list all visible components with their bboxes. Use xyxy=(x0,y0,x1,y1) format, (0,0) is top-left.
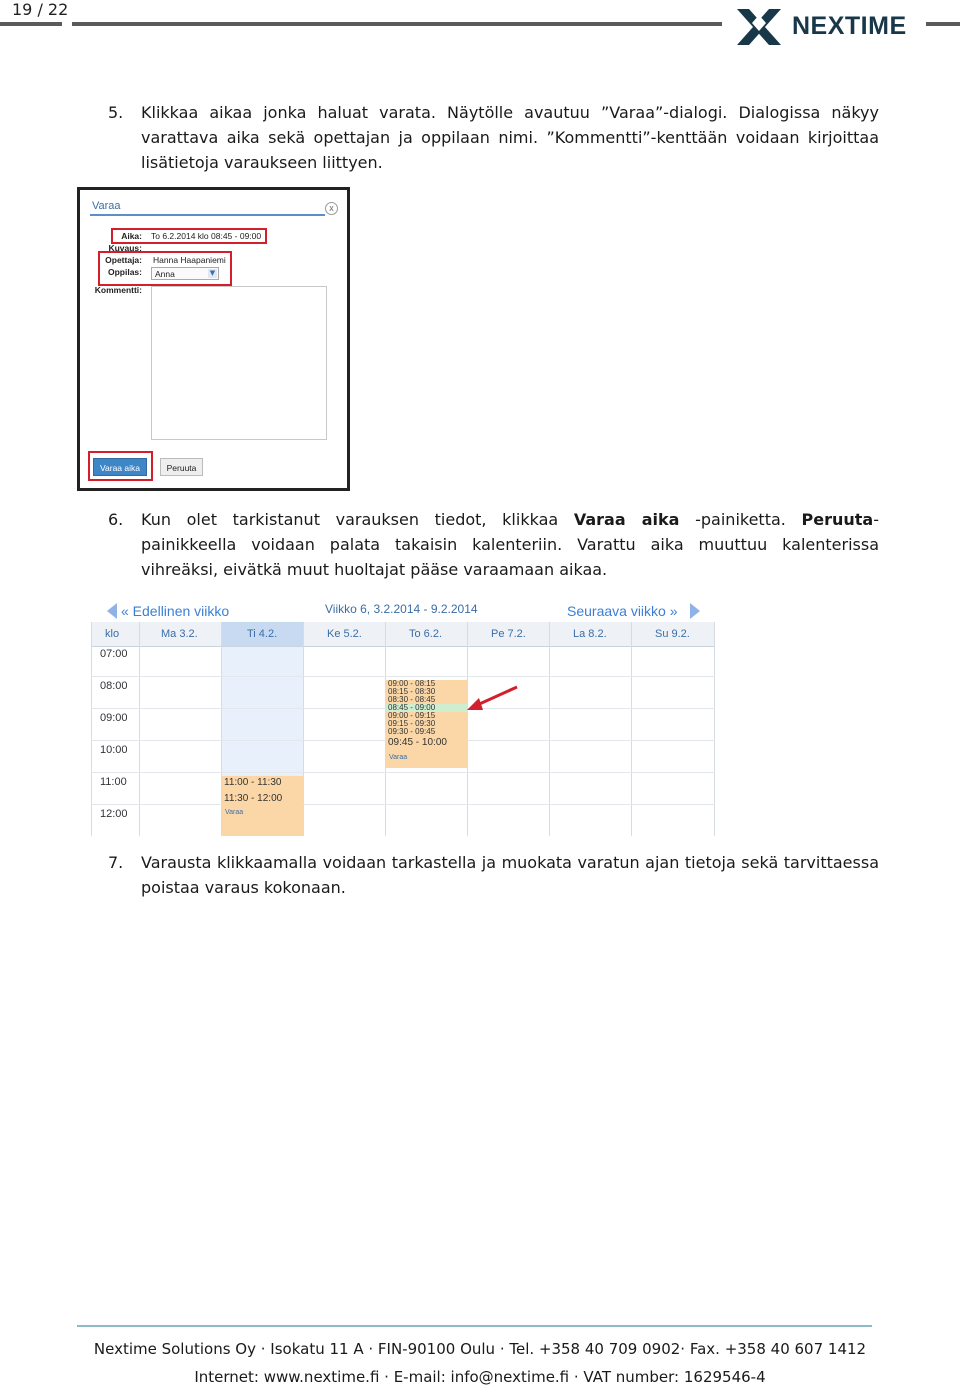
time-slot[interactable]: 08:30 - 08:45 xyxy=(388,696,436,704)
aika-label: Aika: xyxy=(121,231,142,241)
step-6-bold-peruuta: Peruuta xyxy=(801,510,874,529)
hour-label: 08:00 xyxy=(100,680,128,692)
logo-text: NEXTIME xyxy=(792,12,907,40)
aika-value: To 6.2.2014 klo 08:45 - 09:00 xyxy=(151,231,262,241)
opettaja-value: Hanna Haapaniemi xyxy=(153,255,226,265)
hour-label: 10:00 xyxy=(100,744,128,756)
oppilas-value: Anna xyxy=(155,269,175,279)
footer-rule xyxy=(77,1325,872,1327)
day-header-thu: To 6.2. xyxy=(409,628,443,640)
peruuta-button[interactable]: Peruuta xyxy=(160,458,203,476)
hour-header: klo xyxy=(105,628,120,640)
red-arrow-icon xyxy=(465,684,521,714)
header-rule-middle xyxy=(72,22,722,26)
next-arrow-icon[interactable] xyxy=(690,603,700,619)
page-number: 19 / 22 xyxy=(12,0,69,19)
hour-label: 11:00 xyxy=(100,776,127,788)
prev-week-link[interactable]: « Edellinen viikko xyxy=(121,603,230,619)
calendar-screenshot xyxy=(77,600,717,836)
step-6-text-b: -painiketta. xyxy=(679,510,802,529)
footer-address: Nextime Solutions Oy · Isokatu 11 A · FIN-90100 Oulu · Tel. +358 40 709 0902· Fax. +358 40 607 1412 xyxy=(93,1340,867,1358)
thursday-varaa-link[interactable]: Varaa xyxy=(389,754,408,761)
nextime-logo-icon xyxy=(735,3,783,51)
grid-row-line xyxy=(91,772,715,773)
hour-label: 07:00 xyxy=(100,648,128,660)
chevron-down-icon: ▼ xyxy=(209,269,216,277)
day-header-wed: Ke 5.2. xyxy=(327,628,362,640)
time-slot[interactable]: 09:00 - 09:15 xyxy=(388,712,436,720)
header-rule-right xyxy=(926,22,960,26)
step-7-number: 7. xyxy=(108,853,124,872)
kuvaus-label: Kuvaus: xyxy=(108,243,142,253)
day-header-sat: La 8.2. xyxy=(573,628,607,640)
prev-arrow-icon[interactable] xyxy=(107,603,117,619)
step-6-text-a: Kun olet tarkistanut varauksen tiedot, klikkaa xyxy=(141,510,574,529)
grid-row-line xyxy=(91,804,715,805)
dialog-title: Varaa xyxy=(92,200,121,212)
time-slot[interactable]: 11:30 - 12:00 xyxy=(224,793,283,804)
day-header-mon: Ma 3.2. xyxy=(161,628,198,640)
footer-contact: Internet: www.nextime.fi · E-mail: info@nextime.fi · VAT number: 1629546-4 xyxy=(194,1368,766,1386)
booked-time-slot[interactable]: 08:45 - 09:00 xyxy=(388,704,436,712)
opettaja-label: Opettaja: xyxy=(105,255,142,265)
step-7-text: Varausta klikkaamalla voidaan tarkastella ja muokata varatun ajan tietoja sekä tarvittaessa poistaa varaus kokonaan. xyxy=(141,853,879,897)
next-week-link[interactable]: Seuraava viikko » xyxy=(567,603,678,619)
time-slot[interactable]: 09:45 - 10:00 xyxy=(388,737,447,748)
close-icon[interactable]: x xyxy=(325,202,338,215)
oppilas-label: Oppilas: xyxy=(107,267,142,277)
header-rule-left xyxy=(0,22,62,26)
kommentti-textarea[interactable] xyxy=(151,286,327,440)
time-slot[interactable]: 09:15 - 09:30 xyxy=(388,720,436,728)
step-5-text: Klikkaa aikaa jonka haluat varata. Näytölle avautuu ”Varaa”-dialogi. Dialogissa näkyy varattava aika sekä opettajan ja oppilaan nimi. ”Kommentti”-kenttään voidaan kirjoittaa lisätietoja varaukseen liittyen. xyxy=(141,103,879,172)
time-slot[interactable]: 09:00 - 08:15 xyxy=(388,680,436,688)
step-6-number: 6. xyxy=(108,510,124,529)
step-5-number: 5. xyxy=(108,103,124,122)
hour-label: 09:00 xyxy=(100,712,128,724)
time-slot[interactable]: 08:15 - 08:30 xyxy=(388,688,436,696)
kommentti-label: Kommentti: xyxy=(94,285,142,295)
day-header-tue: Ti 4.2. xyxy=(247,628,278,640)
step-6-text-c: -painikkeella voidaan palata takaisin kalenteriin. Varattu aika muuttuu kalenterissa vihreäksi, eivätkä muut huoltajat pääse varaamaan aikaa. xyxy=(141,510,879,579)
step-6-text xyxy=(141,507,879,582)
varaa-dialog-screenshot xyxy=(77,187,350,491)
tuesday-varaa-link[interactable]: Varaa xyxy=(225,809,244,816)
dialog-title-rule xyxy=(90,214,325,216)
varaa-aika-button[interactable]: Varaa aika xyxy=(93,458,147,476)
day-header-sun: Su 9.2. xyxy=(655,628,690,640)
grid-row-line xyxy=(91,676,715,677)
week-title: Viikko 6, 3.2.2014 - 9.2.2014 xyxy=(325,602,478,616)
time-slot[interactable]: 11:00 - 11:30 xyxy=(224,777,282,788)
step-6-bold-varaa-aika: Varaa aika xyxy=(573,510,680,529)
hour-label: 12:00 xyxy=(100,808,128,820)
time-slot[interactable]: 09:30 - 09:45 xyxy=(388,728,436,736)
day-header-fri: Pe 7.2. xyxy=(491,628,526,640)
oppilas-select[interactable] xyxy=(151,267,219,280)
